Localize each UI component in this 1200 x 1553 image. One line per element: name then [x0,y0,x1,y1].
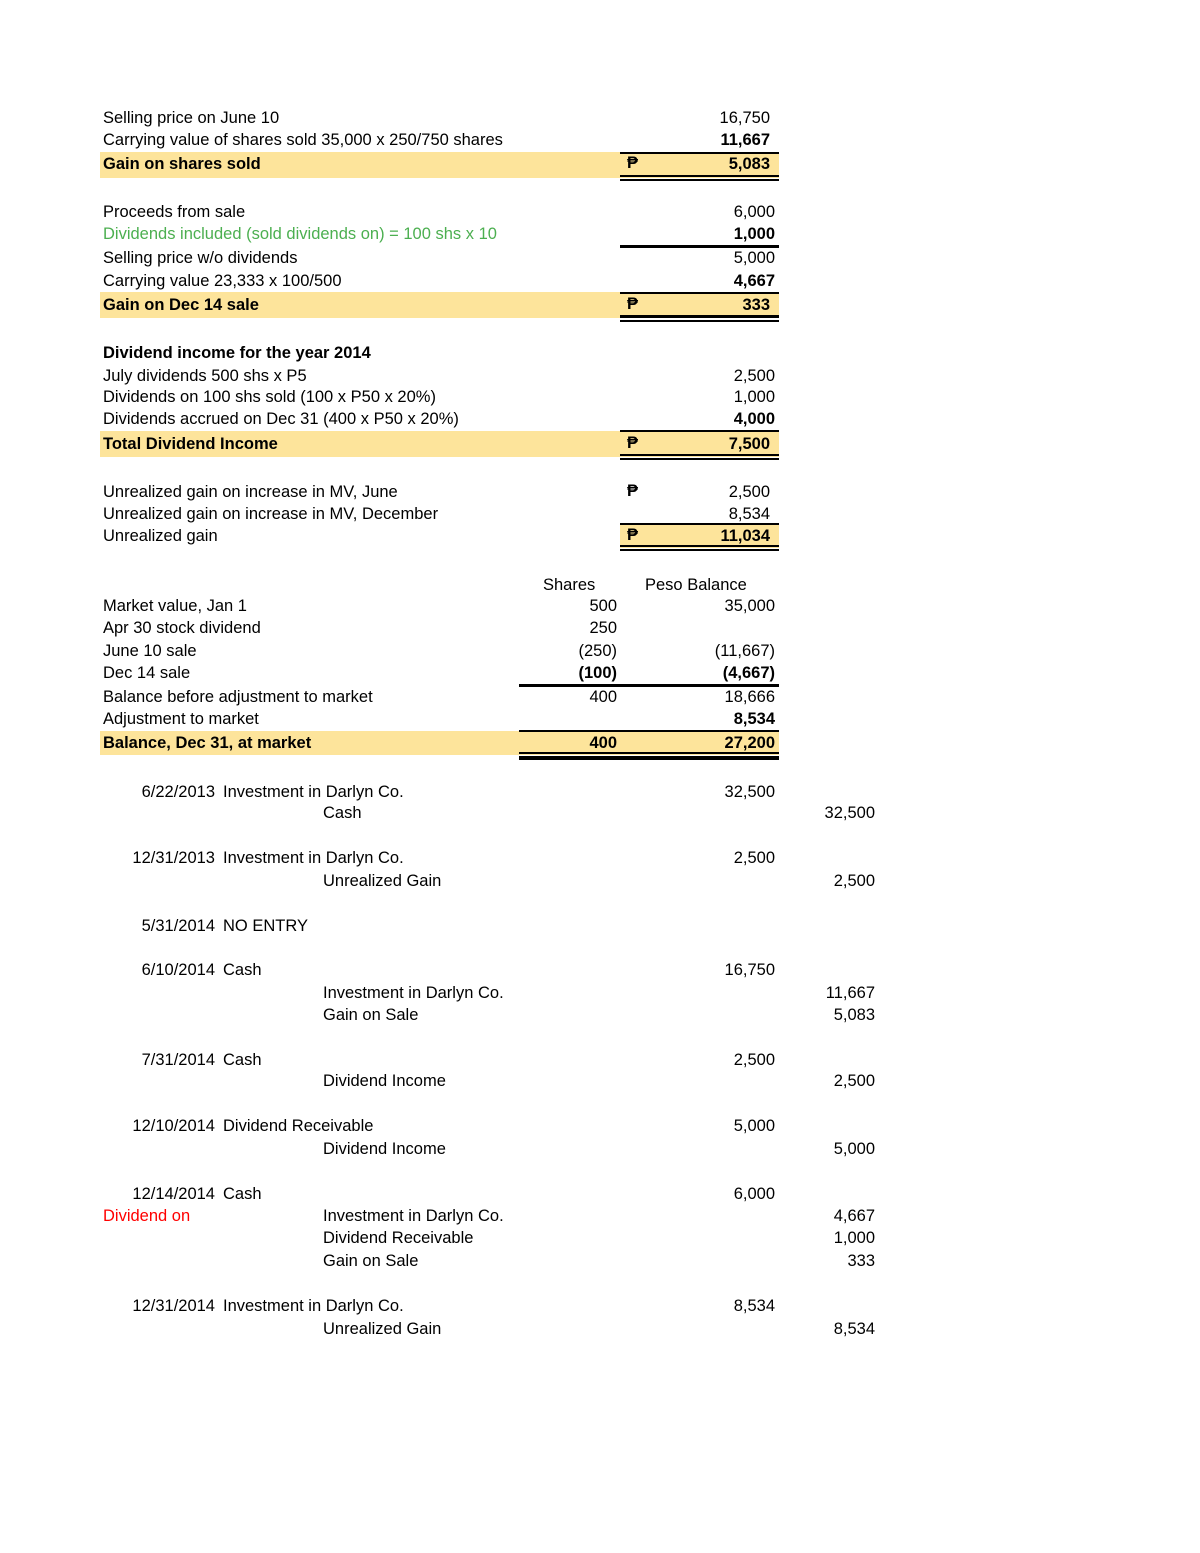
journal-credit-amount: 4,667 [833,1207,875,1225]
journal-credit-account: Investment in Darlyn Co. [323,984,504,1002]
section3-label-1: July dividends 500 shs x P5 [103,367,307,385]
section2-label-4: Carrying value 23,333 x 100/500 [103,272,342,290]
section4-double-rule-2 [620,549,779,551]
journal-credit-amount: 1,000 [833,1229,875,1247]
peso-sign-icon: ₱ [627,295,639,313]
section4-label-3: Unrealized gain [103,527,218,545]
journal-credit-account: Unrealized Gain [323,872,442,890]
gain-shares-sold-value: 5,083 [728,155,770,173]
peso-sign-icon: ₱ [627,526,639,544]
journal-credit-amount: 5,083 [833,1006,875,1024]
journal-debit-amount: 32,500 [724,783,775,801]
section1-value-1: 16,750 [719,109,770,127]
section5-label-5: Balance before adjustment to market [103,688,373,706]
section4-value-1: 2,500 [728,483,770,501]
section4-double-rule-1 [620,545,779,547]
journal-debit-amount: 5,000 [733,1117,775,1135]
journal-debit-amount: 2,500 [733,849,775,867]
section2-value-4: 4,667 [733,272,775,290]
section5-shares-5: 400 [589,688,617,706]
section3-double-rule-2 [620,458,779,460]
section3-value-1: 2,500 [733,367,775,385]
journal-debit-account: Investment in Darlyn Co. [223,849,404,867]
journal-credit-account: Investment in Darlyn Co. [323,1207,504,1225]
journal-debit-account: Cash [223,961,262,979]
journal-credit-account: Dividend Income [323,1072,446,1090]
section3-value-3: 4,000 [733,410,775,428]
section2-double-rule-1 [620,315,779,318]
journal-no-entry: NO ENTRY [223,917,308,935]
section1-double-rule-1 [620,175,779,177]
section5-balance-6: 8,534 [733,710,775,728]
journal-credit-account: Cash [323,804,362,822]
journal-credit-amount: 8,534 [833,1320,875,1338]
section4-value-3: 11,034 [720,527,770,545]
section2-label-2: Dividends included (sold dividends on) = 100 shs x 10 [103,225,497,243]
section2-total-rule [620,292,779,294]
journal-credit-amount: 333 [847,1252,875,1270]
section4-total-rule [620,523,779,525]
section5-balance-4: (4,667) [722,664,775,682]
journal-credit-amount: 11,667 [825,984,875,1002]
section5-shares-1: 500 [589,597,617,615]
section3-value-2: 1,000 [733,388,775,406]
journal-date: 5/31/2014 [141,917,215,935]
section5-label-2: Apr 30 stock dividend [103,619,261,637]
dividend-income-heading: Dividend income for the year 2014 [103,344,371,362]
section5-balance-1: 35,000 [724,597,775,615]
journal-credit-amount: 5,000 [833,1140,875,1158]
journal-debit-amount: 2,500 [733,1051,775,1069]
section5-label-6: Adjustment to market [103,710,259,728]
section5-shares-3: (250) [578,642,617,660]
journal-credit-account: Gain on Sale [323,1006,419,1024]
section5-balance-3: (11,667) [714,642,775,660]
section1-double-rule-2 [620,179,779,181]
section1-value-2: 11,667 [720,131,770,149]
total-dividend-label: Total Dividend Income [103,435,278,453]
journal-debit-amount: 16,750 [724,961,775,979]
section1-label-2: Carrying value of shares sold 35,000 x 250/750 shares [103,131,503,149]
section3-double-rule-1 [620,454,779,456]
section5-shares-2: 250 [589,619,617,637]
peso-balance-column-header: Peso Balance [645,576,747,594]
journal-credit-amount: 2,500 [833,872,875,890]
section3-label-3: Dividends accrued on Dec 31 (400 x P50 x 20%) [103,410,459,428]
gain-shares-sold-label: Gain on shares sold [103,155,261,173]
section2-label-3: Selling price w/o dividends [103,249,298,267]
balance-dec31-balance: 27,200 [724,734,775,752]
journal-date: 6/10/2014 [141,961,215,979]
section2-label-1: Proceeds from sale [103,203,246,221]
journal-credit-account: Dividend Receivable [323,1229,474,1247]
section3-total-rule [620,430,779,432]
section2-value-3: 5,000 [733,249,775,267]
journal-debit-account: Cash [223,1051,262,1069]
section5-label-4: Dec 14 sale [103,664,191,682]
dividend-on-note: Dividend on [103,1207,191,1225]
journal-credit-amount: 32,500 [824,804,875,822]
peso-sign-icon: ₱ [627,434,639,452]
section4-label-2: Unrealized gain on increase in MV, December [103,505,439,523]
journal-date: 6/22/2013 [141,783,215,801]
section5-double-rule-1 [519,752,779,754]
journal-date: 12/10/2014 [132,1117,215,1135]
section1-label-1: Selling price on June 10 [103,109,280,127]
section5-total-rule [519,730,779,732]
journal-credit-amount: 2,500 [833,1072,875,1090]
journal-credit-account: Dividend Income [323,1140,446,1158]
peso-sign-icon: ₱ [627,154,639,172]
section2-double-rule-2 [620,320,779,322]
section5-shares-4: (100) [578,664,617,682]
gain-dec14-value: 333 [742,296,770,314]
section2-value-2: 1,000 [733,225,775,243]
journal-date: 12/14/2014 [132,1185,215,1203]
section3-label-2: Dividends on 100 shs sold (100 x P50 x 20%) [103,388,436,406]
journal-date: 12/31/2013 [132,849,215,867]
journal-date: 7/31/2014 [141,1051,215,1069]
balance-dec31-shares: 400 [589,734,617,752]
section4-value-2: 8,534 [728,505,770,523]
total-dividend-value: 7,500 [728,435,770,453]
journal-debit-account: Dividend Receivable [223,1117,374,1135]
journal-debit-amount: 8,534 [733,1297,775,1315]
peso-sign-icon: ₱ [627,482,639,500]
section5-double-rule-2 [519,756,779,760]
shares-column-header: Shares [543,576,596,594]
balance-dec31-label: Balance, Dec 31, at market [103,734,312,752]
journal-date: 12/31/2014 [132,1297,215,1315]
section5-balance-5: 18,666 [724,688,775,706]
section5-label-1: Market value, Jan 1 [103,597,247,615]
journal-debit-amount: 6,000 [733,1185,775,1203]
section5-label-3: June 10 sale [103,642,197,660]
gain-dec14-label: Gain on Dec 14 sale [103,296,259,314]
journal-debit-account: Investment in Darlyn Co. [223,1297,404,1315]
journal-debit-account: Investment in Darlyn Co. [223,783,404,801]
section4-label-1: Unrealized gain on increase in MV, June [103,483,398,501]
section2-value-1: 6,000 [733,203,775,221]
journal-debit-account: Cash [223,1185,262,1203]
journal-credit-account: Unrealized Gain [323,1320,442,1338]
journal-credit-account: Gain on Sale [323,1252,419,1270]
